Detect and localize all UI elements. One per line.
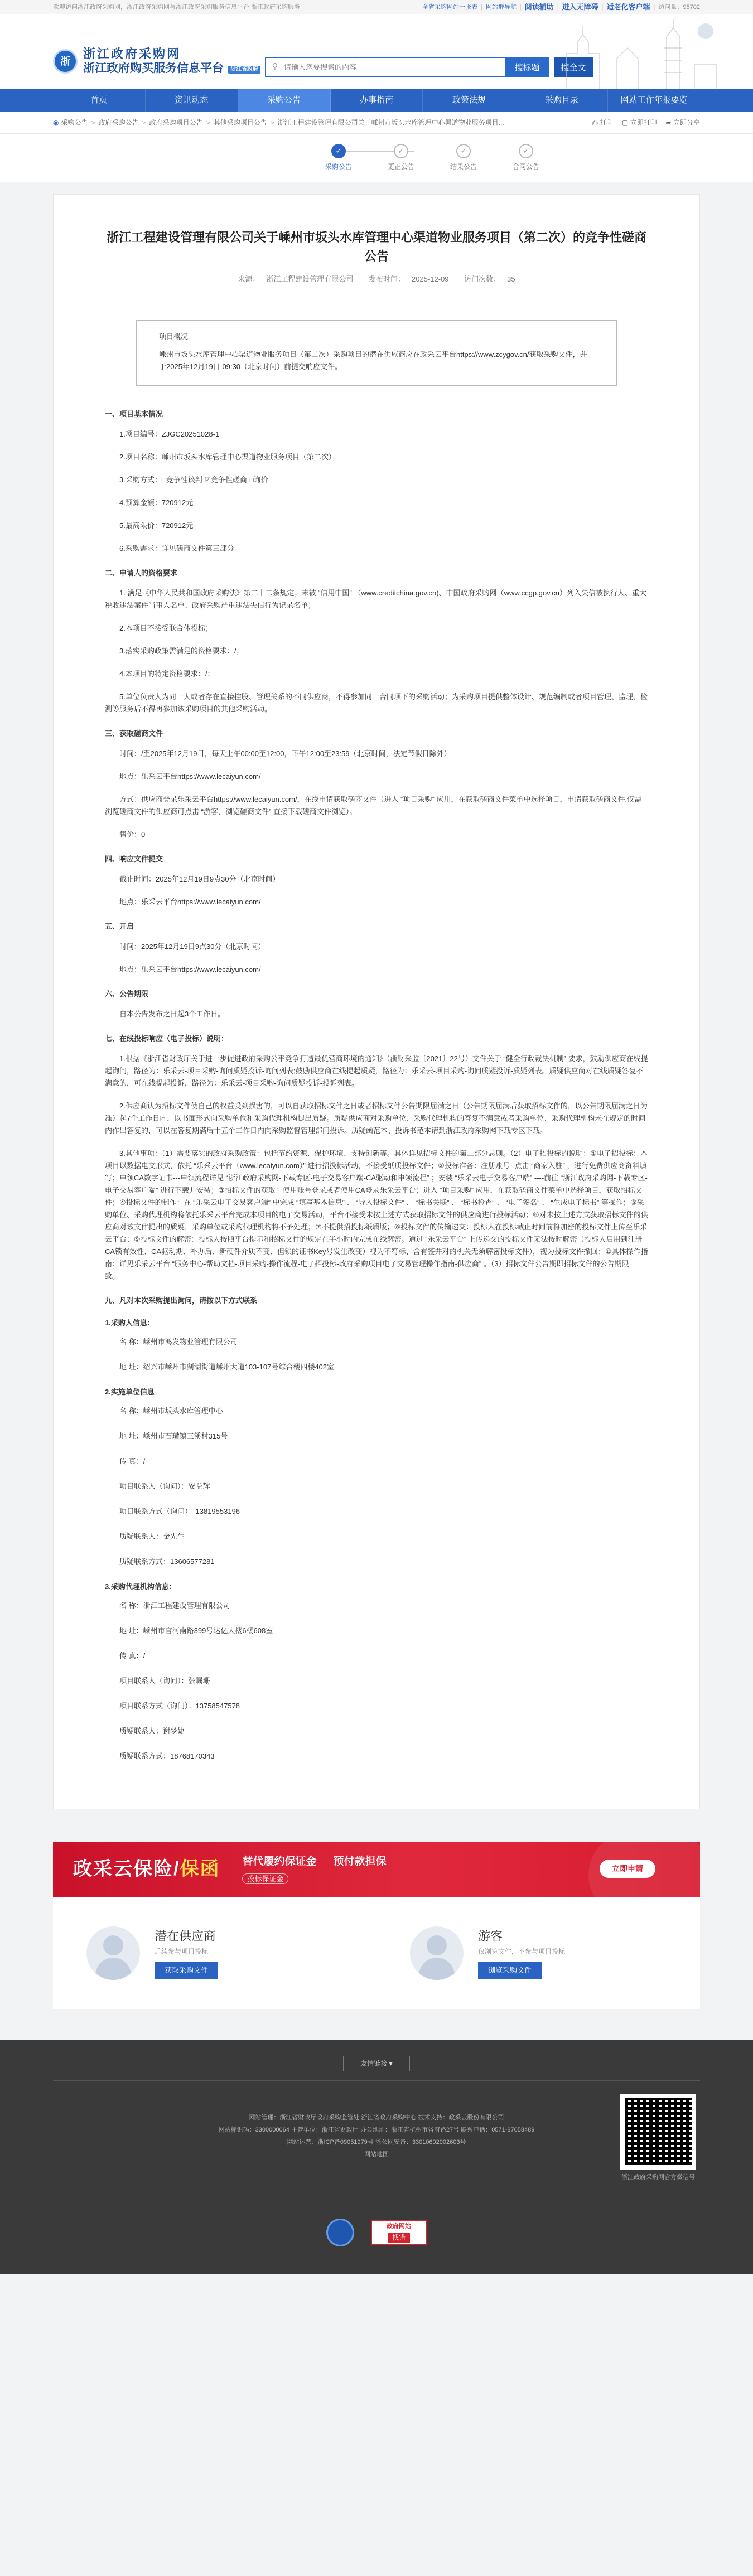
link-elder-client[interactable]: 适老化客户端 bbox=[606, 3, 650, 12]
section-heading: 六、公告期限 bbox=[105, 989, 149, 998]
obtain-location: 地点：乐采云平台https://www.lecaiyun.com/ bbox=[119, 772, 261, 781]
role-title: 游客 bbox=[478, 1929, 503, 1944]
link-reading-aid[interactable]: 阅读辅助 bbox=[524, 3, 554, 12]
party-gov-badge-icon[interactable] bbox=[326, 2219, 354, 2246]
purchaser-info-heading: 1.采购人信息： bbox=[105, 1318, 155, 1327]
nav-annual-report[interactable]: 网站工作年报要览 bbox=[620, 95, 688, 105]
implementer-field: 地 址：嵊州市石璜镇三溪村315号 bbox=[119, 1431, 228, 1440]
breadcrumb-item[interactable]: 采购公告 bbox=[61, 119, 88, 127]
agency-field: 质疑联系方式：18768170343 bbox=[119, 1751, 215, 1760]
implementer-field: 质疑联系方式：13606577281 bbox=[119, 1557, 215, 1566]
banner-tag: 投标保证金 bbox=[242, 1873, 288, 1884]
section-heading: 五、开启 bbox=[105, 922, 134, 931]
project-number: 1.项目编号：ZJGC20251028-1 bbox=[119, 429, 220, 438]
nav-news[interactable]: 资讯动态 bbox=[146, 89, 238, 112]
page-title: 浙江工程建设管理有限公司关于嵊州市坂头水库管理中心渠道物业服务项目（第二次）的竞争性磋商公告 bbox=[106, 230, 646, 263]
link-site-nav[interactable]: 网站群导航 bbox=[485, 3, 517, 11]
qualification-item: 1. 满足《中华人民共和国政府采购法》第二十二条规定；未被 “信用中国” （www.creditchina.gov.cn)、中国政府采购网（www.ccgp.gov.cn）列入失信被执行人、重大税收违法案件当事人名单、政府采购严重违法失信行为记录名单； bbox=[105, 588, 647, 609]
print-now-button[interactable]: ▢ 立即打印 bbox=[621, 119, 657, 127]
gov-site-error-report-badge[interactable]: 政府网站 找错 bbox=[371, 2220, 427, 2245]
qr-caption: 浙江政府采购网官方微信号 bbox=[621, 2173, 695, 2181]
top-links: 全省采购网站一张表 | 网站群导航 | 阅读辅助 | 进入无障碍 | 适老化客户端 | 访问量：95702 bbox=[422, 2, 700, 13]
role-visitor bbox=[376, 1897, 700, 2009]
budget-amount: 4.预算金额：720912元 bbox=[119, 498, 194, 507]
browse-documents-button[interactable]: 浏览采购文件 bbox=[478, 1962, 542, 1979]
search-bar bbox=[265, 57, 593, 77]
document-price: 售价：0 bbox=[119, 830, 146, 839]
breadcrumb: 采购公告 > 政府采购公告 > 政府采购项目公告 > 其他采购项目公告 > 浙江工程建设管理有限公司关于嵊州市坂头水库管理中心渠道物业服务项目... bbox=[61, 119, 504, 127]
project-name: 2.项目名称：嵊州市坂头水库管理中心渠道物业服务项目（第二次） bbox=[119, 452, 336, 461]
check-icon: ✓ bbox=[331, 144, 346, 158]
apply-now-button[interactable]: 立即申请 bbox=[600, 1860, 655, 1878]
section-heading: 七、在线投标响应（电子投标）说明： bbox=[105, 1034, 229, 1043]
site-header bbox=[0, 14, 753, 89]
banner-brand-highlight: 保函 bbox=[180, 1858, 220, 1880]
top-utility-bar bbox=[0, 0, 753, 14]
section-heading: 一、项目基本情况 bbox=[105, 409, 163, 418]
project-overview-box bbox=[136, 320, 617, 386]
site-logo[interactable] bbox=[53, 47, 260, 76]
article-card bbox=[53, 194, 700, 1809]
section-heading: 二、申请人的资格要求 bbox=[105, 568, 178, 577]
agency-field: 项目联系方式（询问）：13758547578 bbox=[119, 1701, 240, 1710]
check-icon: ✓ bbox=[456, 144, 471, 158]
max-price: 5.最高限价：720912元 bbox=[119, 521, 194, 530]
emblem-icon: 浙 bbox=[53, 49, 78, 74]
nav-policies[interactable]: 政策法规 bbox=[423, 89, 515, 112]
overview-title: 项目概况 bbox=[159, 332, 189, 341]
site-subtitle: 浙江政府购买服务信息平台 bbox=[83, 62, 224, 75]
qualification-item: 2.本项目不接受联合体投标； bbox=[119, 623, 213, 632]
agency-field: 地 址：嵊州市官河南路399号达亿大楼6楼608室 bbox=[119, 1626, 273, 1635]
check-icon: ✓ bbox=[519, 144, 533, 158]
implementer-field: 项目联系人（询问）：安益辉 bbox=[119, 1481, 210, 1490]
implementer-field: 名 称：嵊州市坂头水库管理中心 bbox=[119, 1406, 223, 1415]
qr-code-icon bbox=[620, 2094, 696, 2170]
check-icon: ✓ bbox=[394, 144, 408, 158]
obtain-method: 方式：供应商登录乐采云平台https://www.lecaiyun.com/，在线申请获取磋商文件（进入 “项目采购” 应用，在获取磋商文件菜单中选择项目，申请获取磋商文件,仅需浏览磋商文件的供应商可点击 “游客，浏览磋商文件” 直接下载磋商文件浏览）。 bbox=[105, 795, 642, 816]
role-title: 潜在供应商 bbox=[155, 1929, 216, 1944]
banner-slogan: 预付款担保 bbox=[333, 1855, 387, 1867]
section-heading: 三、获取磋商文件 bbox=[105, 729, 163, 738]
article-body bbox=[105, 386, 648, 1762]
footer-line: 网站管理：浙江省财政厅政府采购监管处 浙江省政府采购中心 技术支持：政采云股份有限公司 bbox=[249, 2114, 504, 2121]
procurement-method: 3.采购方式：□竞争性谈判 ☑竞争性磋商 □询价 bbox=[119, 475, 268, 484]
chevron-down-icon: ▾ bbox=[389, 2059, 393, 2067]
agency-field: 传 真：/ bbox=[119, 1651, 146, 1660]
notice-period: 自本公告发布之日起3个工作日。 bbox=[119, 1009, 225, 1018]
online-bid-note: 1.根据《浙江省财政厅关于进一步促进政府采购公平竞争打造最优营商环境的通知》（浙财采监〔2021〕22号）文件关于 “健全行政裁决机制” 要求，鼓励供应商在线提起询问，路径为：乐采云-项目采购-询问质疑投诉-询问列表;鼓励供应商在线提起质疑，路径为：乐采云-项目采购-询问质疑投诉-质疑列表。质疑供应商对在线质疑答复不满意的，可在线提起投诉，路径为：乐采云-项目采购-询问质疑投诉-投诉列表。 bbox=[105, 1054, 648, 1087]
online-bid-note: 2.供应商认为招标文件使自己的权益受到损害的，可以自获取招标文件之日或者招标文件公告期限届满之日（公告期限届满后获取招标文件的，以公告期限届满之日为准）起7个工作日内，以书面形式向采购单位和采购代理机构提出质疑。质疑供应商对采购单位、采购代理机构的答复不满意或者采购单位、采购代理机构未在规定的时间内作出答复的，可以在答复期满后十五个工作日内向采购监督管理部门投诉。质疑函范本、投诉书范本请到浙江政府采购网下载专区下载。 bbox=[105, 1101, 648, 1135]
online-bid-note: 3.其他事项：（1）需要落实的政府采购政策：包括节约资源、保护环境、支持创新等。具体详见招标文件的第二部分总则。（2）电子招投标的说明：①电子招投标：本项目以数据电文形式，依托 “乐采云平台（www.lecaiyun.com）” 进行招投标活动，不接受纸质投标文件；②投标准备：注册账号--点击 “商家入驻” ，进行免费供应商资料填写；申领CA数字证书---申领流程详见 “浙江政府采购网-下载专区-电子交易客户端-CA驱动和申领流程” ；安装 “乐采云电子交易客户端” ----前往 “浙江政府采购网-下载专区-电子交易客户端” 进行下载并安装；③招标文件的获取：使用账号登录或者使用CA登录乐采云平台；进入 “项目采购” 应用，在获取磋商文件菜单中选择项目，获取招标文件；④投标文件的制作：在 “乐采云电子交易客户端” 中完成 “填写基本信息” 、 “导入投标文件” 、 “标书关联” 、 “标书检查” 、 “电子签名” 、 “生成电子标书” 等操作；⑤采购单位、采购代理机构将依托乐采云平台完成本项目的电子交易活动，平台不接受未按上述方式获取招标文件的供应商进行投标活动；⑥对未按上述方式获取招标文件的供应商对该文件提出的质疑，采购单位或采购代理机构将不予处理；⑦不提供招投标纸质版；⑧投标文件的传输递交：投标人在投标截止时间前将加密的投标文件上传至乐采云平台；⑨投标文件的解密：投标人按照平台提示和招标文件的规定在半小时内完成在线解密。通过 “乐采云平台” 上传递交的投标文件无法按时解密（投标人启用到注册CA锁有效性、CA驱动期、补办后、新硬件介质不变、但锁的证书Key号发生改变）视为不符标、含有签并对的机关无须解密投标文件），视为投标文件撤回；⑩具体操作指南：详见乐采云平台 “服务中心-帮助文档-项目采购-操作流程-电子招投标-政府采购项目电子交易管理操作指南-供应商” 。（3）招标文件公告期即招标文件的公告期限一致。 bbox=[105, 1149, 648, 1280]
insurance-promo-banner[interactable] bbox=[53, 1842, 700, 1897]
nav-guides[interactable]: 办事指南 bbox=[331, 89, 423, 112]
qualification-item: 5.单位负责人为同一人或者存在直接控股、管理关系的不同供应商，不得参加同一合同项下的采购活动；为采购项目提供整体设计、规范编制或者项目管理、监理、检测等服务后不得再参加该采购项目的其他采购活动。 bbox=[105, 692, 648, 713]
skyline-illustration bbox=[555, 14, 722, 89]
footer-line: 网站运营：浙ICP备09051979号 浙公网安备：33010602002603号 bbox=[287, 2138, 466, 2146]
opening-location: 地点：乐采云平台https://www.lecaiyun.com/ bbox=[119, 965, 261, 974]
implementer-field: 传 真：/ bbox=[119, 1456, 146, 1465]
sitemap-link[interactable]: 网站地图 bbox=[364, 2151, 389, 2158]
nav-home[interactable]: 首页 bbox=[53, 89, 146, 112]
breadcrumb-item[interactable]: 其他采购项目公告 bbox=[213, 119, 267, 127]
overview-text: 嵊州市坂头水库管理中心渠道物业服务项目（第二次）采购项目的潜在供应商应在政采云平台https://www.zcygov.cn/获取采购文件，并于2025年12月19日 09:30（北京时间）前提交响应文件。 bbox=[159, 350, 587, 371]
print-button[interactable]: ⎙ 打印 bbox=[592, 119, 613, 127]
section-heading: 九、凡对本次采购提出询问，请按以下方式联系 bbox=[105, 1296, 258, 1305]
nav-catalog[interactable]: 采购目录 bbox=[515, 89, 608, 112]
search-box bbox=[265, 57, 506, 77]
article-views: 35 bbox=[507, 275, 515, 283]
role-supplier bbox=[53, 1897, 376, 2009]
friendly-links-button[interactable]: 友情链接 ▾ bbox=[343, 2056, 410, 2071]
article-source: 浙江工程建设管理有限公司 bbox=[266, 275, 354, 283]
get-documents-button[interactable]: 获取采购文件 bbox=[155, 1962, 218, 1979]
step-notice[interactable]: ✓ 采购公告 bbox=[316, 144, 361, 172]
step-correction[interactable]: ✓ 更正公告 bbox=[379, 144, 423, 172]
role-options bbox=[53, 1897, 700, 2009]
purchaser-name: 名 称：嵊州市鸿发物业管理有限公司 bbox=[119, 1337, 238, 1346]
implementer-field: 质疑联系人：金先生 bbox=[119, 1532, 185, 1541]
visit-count: 访问量：95702 bbox=[658, 3, 700, 11]
footer-line: 网站标识码：3300000064 主管单位：浙江省财政厅 办公地址：浙江省杭州市省府路27号 联系电话：0571-87058489 bbox=[218, 2126, 535, 2133]
link-site-list[interactable]: 全省采购网站一张表 bbox=[422, 3, 478, 11]
role-desc: 仅浏览文件，不参与项目投标 bbox=[478, 1948, 566, 1956]
main-nav bbox=[0, 89, 753, 112]
breadcrumb-item[interactable]: 政府采购项目公告 bbox=[149, 119, 203, 127]
wechat-qr bbox=[616, 2094, 700, 2182]
implementer-info-heading: 2.实施单位信息 bbox=[105, 1387, 155, 1396]
footer-badges bbox=[326, 2219, 427, 2246]
supplier-avatar-icon bbox=[86, 1926, 140, 1980]
search-title-button[interactable]: 搜标题 bbox=[505, 57, 549, 77]
agency-field: 质疑联系人：谢梦婕 bbox=[119, 1726, 185, 1735]
breadcrumb-current: 浙江工程建设管理有限公司关于嵊州市坂头水库管理中心渠道物业服务项目... bbox=[277, 119, 504, 127]
banner-slogan: 替代履约保证金 bbox=[242, 1855, 317, 1867]
footer-info bbox=[137, 2112, 616, 2161]
opening-time: 时间：2025年12月19日9点30分（北京时间） bbox=[119, 942, 266, 951]
welcome-notice: 欢迎访问浙江政府采购网，浙江政府采购网与浙江政府采购服务信息平台 浙江政府采购服务 bbox=[53, 3, 301, 11]
banner-brand: 政采云保险/ bbox=[73, 1858, 180, 1880]
submission-location: 地点：乐采云平台https://www.lecaiyun.com/ bbox=[119, 897, 261, 906]
page-actions bbox=[592, 118, 700, 128]
article-meta: 来源： 浙江工程建设管理有限公司 发布时间： 2025-12-09 访问次数： 35 bbox=[238, 275, 515, 283]
site-footer bbox=[0, 2040, 753, 2274]
role-desc: 后续参与项目投标 bbox=[155, 1948, 209, 1956]
step-contract[interactable]: ✓ 合同公告 bbox=[504, 144, 548, 172]
qualification-item: 4.本项目的特定资格要求：/； bbox=[119, 669, 215, 678]
agency-field: 名 称：浙江工程建设管理有限公司 bbox=[119, 1601, 230, 1610]
article-date: 2025-12-09 bbox=[412, 275, 449, 283]
qualification-item: 3.落实采购政策需满足的资格要求：/； bbox=[119, 646, 244, 655]
implementer-field: 项目联系方式（询问）：13819553196 bbox=[119, 1507, 240, 1515]
link-accessibility[interactable]: 进入无障碍 bbox=[562, 3, 598, 12]
breadcrumb-bar bbox=[0, 112, 753, 134]
step-result[interactable]: ✓ 结果公告 bbox=[441, 144, 486, 172]
process-steps bbox=[0, 134, 753, 182]
obtain-time: 时间：/至2025年12月19日，每天上午00:00至12:00，下午12:00至23:59（北京时间，法定节假日除外） bbox=[119, 749, 451, 758]
site-title: 浙江政府采购网 bbox=[83, 47, 181, 61]
search-input[interactable] bbox=[284, 59, 505, 75]
map-pin-icon: ◉ bbox=[53, 119, 59, 127]
visitor-avatar-icon bbox=[410, 1926, 464, 1980]
agency-info-heading: 3.采购代理机构信息： bbox=[105, 1582, 176, 1591]
search-icon: ⚲ bbox=[272, 61, 278, 71]
purchaser-address: 地 址：绍兴市嵊州市剡湖街道嵊州大道103-107号综合楼四楼402室 bbox=[119, 1362, 335, 1371]
search-fulltext-button[interactable]: 搜全文 bbox=[554, 57, 593, 77]
logo-badge: 浙江省政府 bbox=[228, 66, 260, 74]
breadcrumb-item[interactable]: 政府采购公告 bbox=[98, 119, 139, 127]
nav-procurement-notices[interactable]: 采购公告 bbox=[238, 89, 331, 112]
procurement-requirement: 6.采购需求：详见磋商文件第三部分 bbox=[119, 544, 234, 553]
share-button[interactable]: ➦ 立即分享 bbox=[665, 119, 700, 127]
submission-deadline: 截止时间：2025年12月19日9点30分（北京时间） bbox=[119, 874, 280, 883]
section-heading: 四、响应文件提交 bbox=[105, 854, 163, 863]
agency-field: 项目联系人（询问）：张瞩珊 bbox=[119, 1676, 210, 1685]
